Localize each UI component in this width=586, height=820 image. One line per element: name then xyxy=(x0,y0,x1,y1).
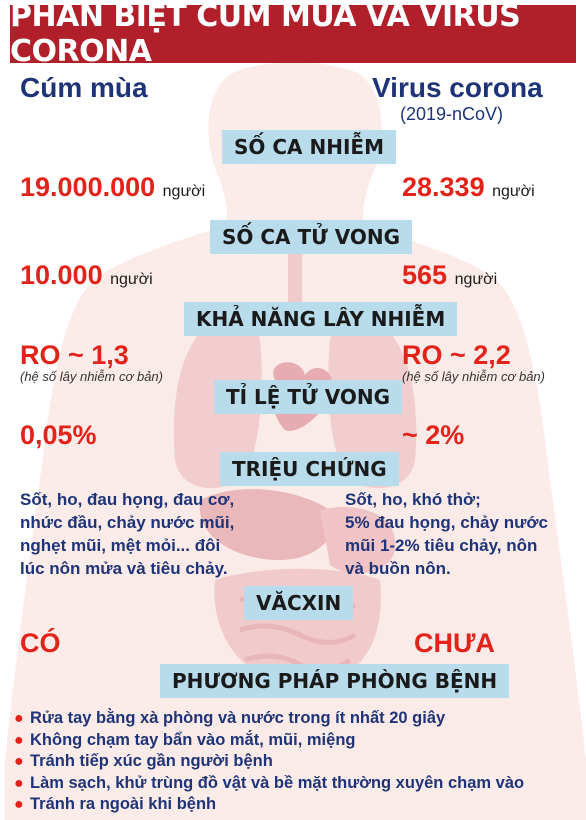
bullet-dot-icon: ● xyxy=(14,753,24,770)
list-item xyxy=(14,708,580,730)
prevention-item-text: Tránh ra ngoài khi bệnh xyxy=(30,795,217,813)
right-deaths-unit: người xyxy=(454,271,498,288)
right-symptoms-line: và buồn nôn. xyxy=(345,559,451,578)
left-r0-value: RO ~ 1,3 xyxy=(20,340,129,370)
right-r0-value: RO ~ 2,2 xyxy=(402,340,511,370)
right-column-heading: Virus corona xyxy=(372,72,543,103)
left-symptoms-line: nghẹt mũi, mệt mỏi... đôi xyxy=(20,536,221,555)
prevention-item-text: Làm sạch, khử trùng đồ vật và bề mặt thường xuyên chạm vào xyxy=(30,773,525,792)
section-label-deaths: SỐ CA TỬ VONG xyxy=(210,220,412,254)
bullet-dot-icon: ● xyxy=(14,731,24,749)
bullet-dot-icon: ● xyxy=(14,796,24,813)
right-deaths-value xyxy=(402,260,497,291)
left-vaccine-value: CÓ xyxy=(20,628,61,658)
right-deaths-number: 565 xyxy=(402,260,448,290)
left-symptoms-line: nhức đầu, chảy nước mũi, xyxy=(20,513,235,532)
page-title: PHÂN BIỆT CÚM MÙA VÀ VIRUS CORONA xyxy=(10,0,521,69)
left-infections-unit: người xyxy=(162,183,206,200)
left-r0-note: (hệ số lây nhiễm cơ bản) xyxy=(20,369,163,384)
prevention-item-text: Rửa tay bằng xà phòng và nước trong ít nhất 20 giây xyxy=(30,709,446,727)
bullet-dot-icon: ● xyxy=(14,710,24,727)
left-symptoms-line: lúc nôn mửa và tiêu chảy. xyxy=(20,559,228,578)
right-symptoms-line: 5% đau họng, chảy nước xyxy=(345,513,548,532)
left-deaths-number: 10.000 xyxy=(20,260,103,290)
left-column-heading: Cúm mùa xyxy=(20,72,148,103)
right-symptoms-line: Sốt, ho, khó thở; xyxy=(345,490,481,509)
list-item xyxy=(14,751,580,773)
right-r0-note: (hệ số lây nhiễm cơ bản) xyxy=(402,369,545,384)
left-deaths-unit: người xyxy=(110,271,153,288)
right-vaccine-value: CHƯA xyxy=(414,628,495,658)
prevention-item-text: Không chạm tay bẩn vào mắt, mũi, miệng xyxy=(30,730,356,749)
right-symptoms-line: mũi 1-2% tiêu chảy, nôn xyxy=(345,536,538,555)
right-column-subheading: (2019-nCoV) xyxy=(400,104,504,124)
left-symptoms-text xyxy=(20,488,290,580)
right-infections-unit: người xyxy=(492,183,535,200)
title-banner xyxy=(10,0,576,69)
section-label-symptoms: TRIỆU CHỨNG xyxy=(220,452,399,486)
section-label-vaccine: VĂCXIN xyxy=(244,586,353,620)
section-label-infections: SỐ CA NHIỄM xyxy=(222,130,396,164)
section-label-transmissibility: KHẢ NĂNG LÂY NHIỄM xyxy=(184,302,457,336)
left-fatality-value: 0,05% xyxy=(20,420,97,450)
list-item xyxy=(14,730,580,752)
bullet-dot-icon: ● xyxy=(14,774,24,792)
right-symptoms-text xyxy=(345,488,580,580)
list-item xyxy=(14,794,580,816)
prevention-item-text: Tránh tiếp xúc gần người bệnh xyxy=(30,752,273,770)
left-infections-value xyxy=(20,172,205,203)
left-infections-number: 19.000.000 xyxy=(20,172,156,202)
left-symptoms-line: Sốt, ho, đau họng, đau cơ, xyxy=(20,490,235,509)
prevention-list xyxy=(14,708,580,816)
section-label-prevention: PHƯƠNG PHÁP PHÒNG BỆNH xyxy=(160,664,509,698)
right-infections-value xyxy=(402,172,535,203)
left-deaths-value xyxy=(20,260,153,291)
section-label-fatality-rate: TỈ LỆ TỬ VONG xyxy=(214,380,402,414)
list-item xyxy=(14,773,580,795)
right-fatality-value: ~ 2% xyxy=(402,420,465,450)
right-infections-number: 28.339 xyxy=(402,172,485,202)
